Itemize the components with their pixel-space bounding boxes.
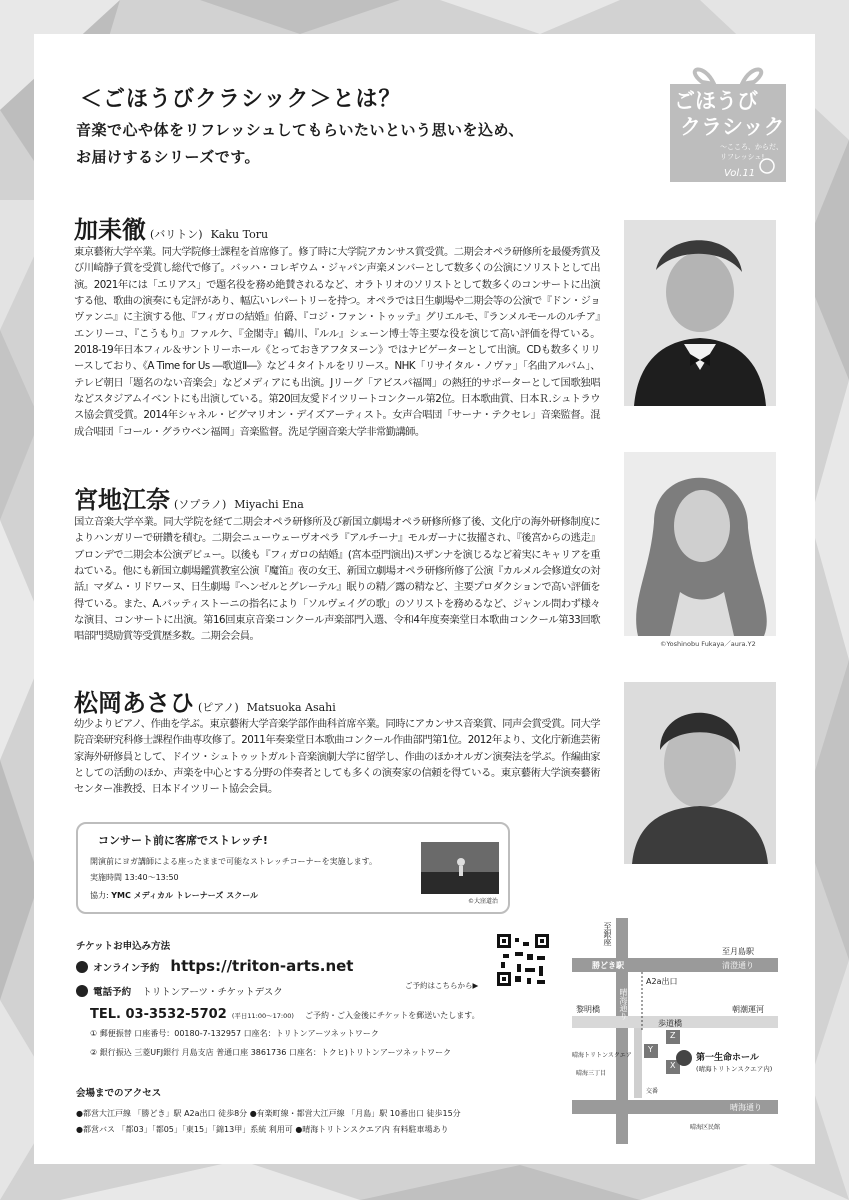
stretch-info-box xyxy=(76,822,510,914)
phone-row xyxy=(76,980,283,999)
stretch-sponsor-label: 協力: xyxy=(90,891,109,900)
performer-3-name: 松岡あさひ xyxy=(74,688,194,717)
map-kiyosumi: 清澄通り xyxy=(722,961,754,970)
stretch-text: 開演前にヨガ講師による座ったままで可能なストレッチコーナーを実施します。 xyxy=(90,857,377,866)
performer-2-bio: 国立音楽大学卒業。同大学院を経て二期会オペラ研修所及び新国立劇場オペラ研修所修了後、文化庁の海外研修制度によりハンガリーで研鑽を積む。二期会ニューウェーヴオペラ『アルチーナ』モルガーナに抜擢され、『後宮からの逃走』ブロンデで二期会本公演デビュー。以後も『フィガロの結婚』(宮本亞門演出)スザンナを演じるなど着実にキャリアを重ねている。他にも新国立劇場鑑賞教室公演『魔笛』夜の女王、新国立劇場オペラ研修所修了公演『カルメル会修道女の対話』マダム・リドワーヌ、日生劇場『ヘンゼルとグレーテル』眠りの精／露の精など、主要プロダクションで高い評価を得ている。また、A.バッティストーニの指名により「ソルヴェイグの歌」のソリストを務めるなど、ジャンル問わず様々な演目、コンサートに出演。第16回東京音楽コンクール声楽部門入選、令和4年度奏楽堂日本歌曲コンクール第33回歌唱部門奨励賞等受賞歴多数。二期会会員。 xyxy=(74,516,600,643)
performer-1-roman: Kaku Toru xyxy=(210,228,269,241)
badge-title-2: クラシック xyxy=(680,114,785,139)
map-harumi-dori-2: 晴海通り xyxy=(730,1103,762,1112)
performer-2-name: 宮地江奈 xyxy=(74,485,170,514)
stretch-sponsor-line xyxy=(90,890,258,901)
map-triton: 晴海トリトンスクエア xyxy=(572,1052,632,1059)
phone-note: ご予約・ご入金後にチケットを郵送いたします。 xyxy=(304,1011,480,1020)
map-asashio: 朝潮運河 xyxy=(732,1005,764,1014)
badge-title-1: ごほうび xyxy=(674,88,758,113)
performer-1-bio: 東京藝術大学卒業。同大学院修士課程を首席修了。修了時に大学院アカンサス賞受賞。二期会オペラ研修所を最優秀賞及び川崎静子賞を受賞し総代で修了。バッハ・コレギウム・ジャパン声楽メンバーとして数多くの公演にソリストとして出演。2021年には「エリアス」で題名役を務め絶賛されるなど、オラトリオのソリストとして数多くのコンサートに出演する他、歌曲の演奏にも定評があり、幅広いレパートリーを持つ。オペラでは日生劇場や二期会等の公演で『ドン・ジョヴァンニ』に主演する他、『フィガロの結婚』伯爵、『コジ・ファン・トゥッテ』グリエルモ、『ランメルモールのルチア』エンリーコ、『こうもり』ファルケ、『金閣寺』鶴川、『ルル』シェーン博士等主要な役を演じて高い評価を得ている。2018-19年日本フィル＆サントリーホール《とっておきアフタヌーン》ではナビゲーターとして出演。CDも数多くリリースしており、《A Time for Us ―歌道Ⅱ―》など４タイトルをリリース。NHK「リサイタル・ノヴァ」「名曲アルバム」、テレビ朝日「題名のない音楽会」などメディアにも出演。Jリーグ「アビスパ福岡」の熱狂的サポーターとして国歌独唱などスタジアムイベントにも出演している。第20回友愛ドイツリートコンクール第2位。日本歌曲賞、日本Ｒ.シュトラウス協会賞受賞。2014年シャネル・ピグマリオン・デイズアーティスト。女声合唱団「サーナ・テクセレ」音楽監督。混成合唱団「コール・グラウベン福岡」音楽監督。洗足学園音楽大学非常勤講師。 xyxy=(74,246,600,438)
performer-2-name-line xyxy=(74,480,304,515)
badge-tagline-2: リフレッシュ! xyxy=(720,153,765,161)
qr-code[interactable] xyxy=(497,934,549,986)
transfer-1: ① 郵便振替 口座番号：00180-7-132957 口座名：トリトンアーツネットワーク xyxy=(90,1029,379,1038)
online-row xyxy=(76,956,353,975)
performer-1-role: (バリトン) xyxy=(150,228,203,241)
performer-3-photo xyxy=(624,682,776,864)
phone-label: 電話予約 xyxy=(93,987,132,998)
map-hall: 第一生命ホール xyxy=(696,1053,759,1063)
badge-tagline-1: 〜こころ、からだ、 xyxy=(720,143,783,151)
map-tsukishima: 至月島駅 xyxy=(722,947,754,956)
map-kachidoki: 勝どき駅 xyxy=(592,961,624,970)
map-hodo: 歩道橋 xyxy=(658,1019,682,1028)
performer-2-roman: Miyachi Ena xyxy=(234,498,304,511)
stretch-title: コンサート前に客席でストレッチ! xyxy=(98,834,268,847)
intro-lead xyxy=(76,117,524,171)
access-line-2: ●都営バス 「都03」「都05」「東15」「錦13甲」系統 利用可 ●晴海トリトンスクエア内 有料駐車場あり xyxy=(76,1125,449,1134)
phone-desk: トリトンアーツ・チケットデスク xyxy=(142,987,283,998)
performer-2-photo xyxy=(624,452,776,636)
performer-1-name-line xyxy=(74,210,268,245)
venue-map xyxy=(572,918,778,1144)
online-label: オンライン予約 xyxy=(93,963,160,974)
access-line-1: ●都営大江戸線 「勝どき」駅 A2a出口 徒歩8分 ●有楽町線・都営大江戸線 「月島」駅 10番出口 徒歩15分 xyxy=(76,1109,461,1118)
phone-hours: (平日11:00～17:00) xyxy=(231,1012,294,1020)
performer-1-name: 加耒徹 xyxy=(74,215,146,244)
transfer-2: ② 銀行振込 三菱UFJ銀行 月島支店 普通口座 3861736 口座名：トクヒ)トリトンアーツネットワーク xyxy=(90,1048,452,1057)
map-x: X xyxy=(670,1061,676,1070)
map-ginza: 至銀座 xyxy=(603,922,612,946)
map-z: Z xyxy=(670,1031,676,1040)
phone-icon xyxy=(76,985,88,997)
online-url[interactable]: https://triton-arts.net xyxy=(170,957,354,975)
map-yugo: 晴海区民館 xyxy=(690,1124,721,1131)
intro-line-2: お届けするシリーズです。 xyxy=(76,148,261,166)
photo-credit: ©Yoshinobu Fukaya／aura.Y2 xyxy=(660,640,756,648)
map-a2a: A2a出口 xyxy=(646,977,678,986)
access-heading: 会場までのアクセス xyxy=(76,1088,162,1099)
phone-number-row xyxy=(90,1003,480,1022)
stretch-photo-credit: ©大窪道治 xyxy=(468,898,499,905)
wifi-icon xyxy=(76,961,88,973)
performer-3-bio: 幼少よりピアノ、作曲を学ぶ。東京藝術大学音楽学部作曲科首席卒業。同時にアカンサス音楽賞、同声会賞受賞。同大学院音楽研究科修士課程作曲専攻修了。2011年奏楽堂日本歌曲コンクール作曲部門第1位。2012年より、文化庁新進芸術家海外研修員として、ドイツ・シュトゥットガルト音楽演劇大学に留学し、作曲のほかオルガン演奏法を学ぶ。作編曲家としての活動のほか、声楽を中心とする分野の伴奏者としても多くの演奏家の信頼を得ている。東京藝術大学演奏藝術センター准教授、日本ドイツリート協会会員。 xyxy=(74,718,600,796)
performer-3-name-line xyxy=(74,683,336,718)
performer-3-roman: Matsuoka Asahi xyxy=(246,701,336,714)
map-hall-sub: (晴海トリトンスクエア内) xyxy=(696,1065,773,1073)
map-y: Y xyxy=(648,1045,653,1054)
map-reimei: 黎明橋 xyxy=(576,1005,600,1014)
series-badge xyxy=(664,62,792,188)
map-harumi-dori: 晴海通り xyxy=(619,988,628,1020)
badge-vol: Vol.11 xyxy=(724,168,756,179)
intro-line-1: 音楽で心や体をリフレッシュしてもらいたいという思いを込め、 xyxy=(76,121,524,139)
stretch-sponsor: YMC メディカル トレーナーズ スクール xyxy=(111,891,259,900)
tickets-heading: チケットお申込み方法 xyxy=(76,941,171,952)
qr-caption: ご予約はこちらから▶ xyxy=(405,981,479,990)
performer-1-photo xyxy=(624,220,776,406)
stretch-photo xyxy=(421,842,499,894)
performer-2-role: (ソプラノ) xyxy=(174,498,227,511)
map-koban: 交番 xyxy=(646,1088,659,1095)
phone-number[interactable]: TEL. 03-3532-5702 xyxy=(90,1007,227,1022)
intro-heading: ＜ごほうびクラシック＞とは？ xyxy=(80,86,402,112)
map-harumi3: 晴海三丁目 xyxy=(576,1070,607,1077)
stretch-time: 実施時間 13:40～13:50 xyxy=(90,873,179,882)
performer-3-role: (ピアノ) xyxy=(198,701,239,714)
